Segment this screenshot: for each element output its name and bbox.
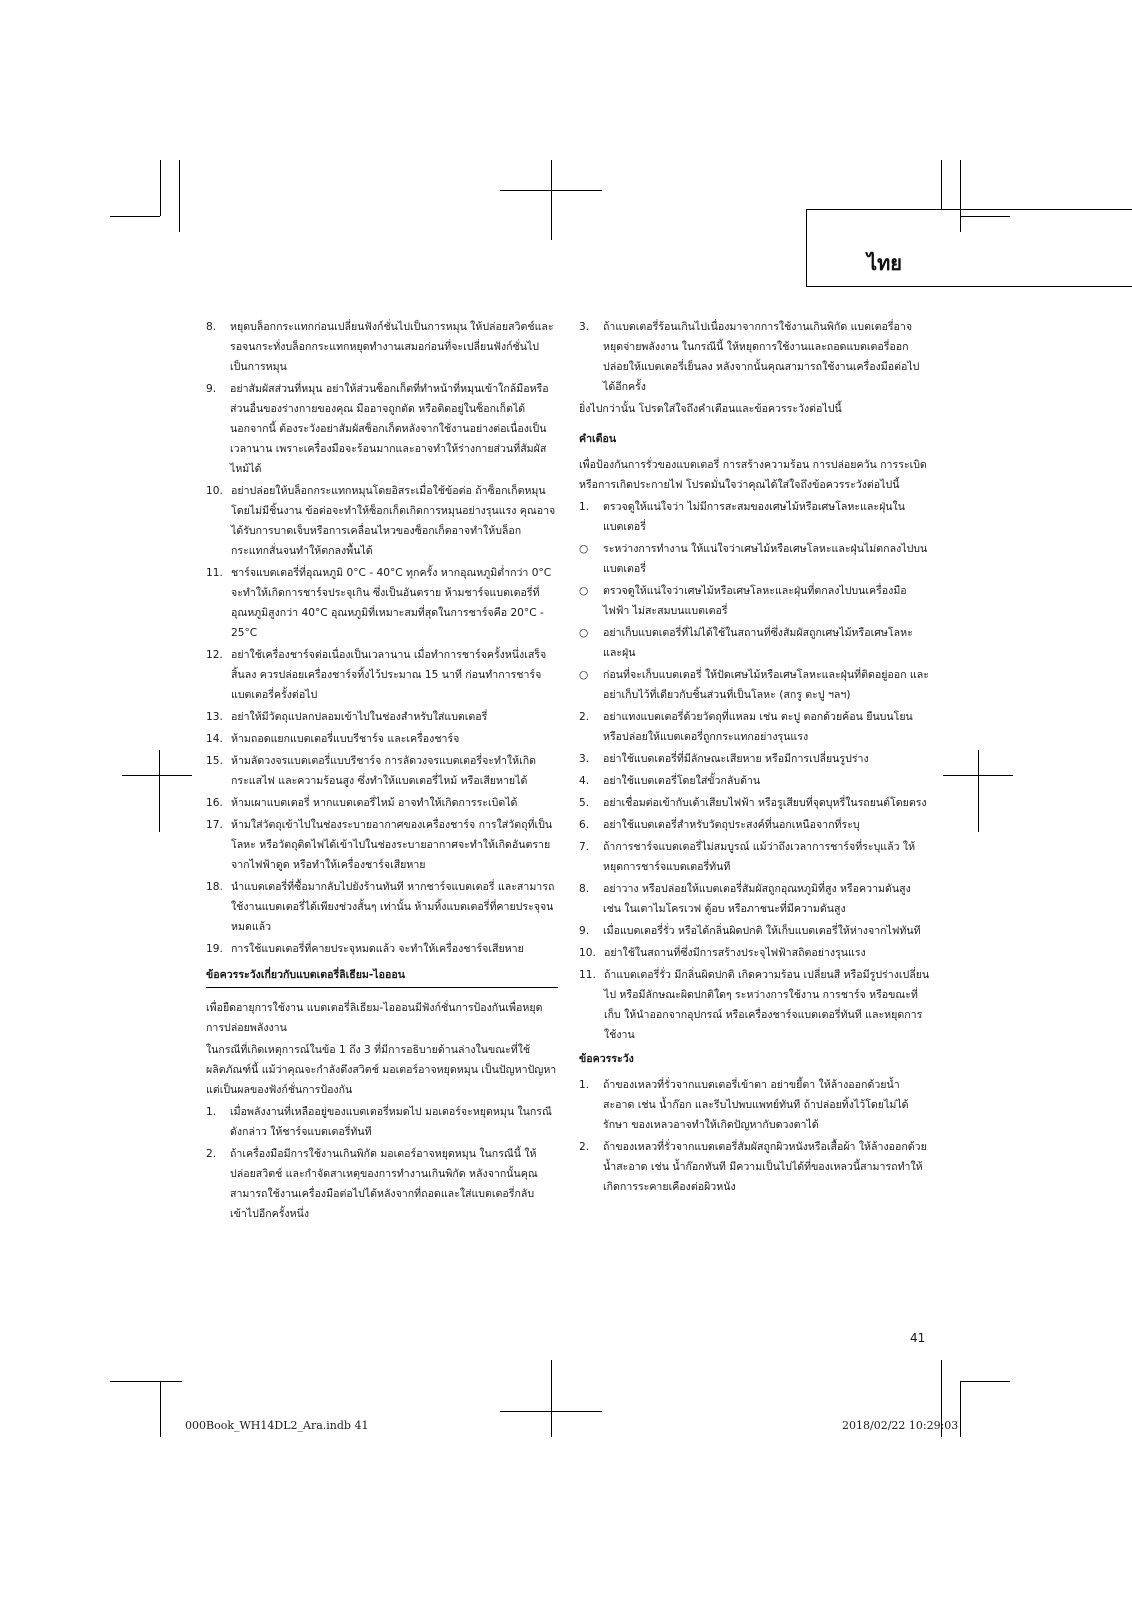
footer-datetime: 2018/02/22 10:29:03: [842, 1419, 959, 1432]
crop-mark: [160, 1381, 161, 1437]
list-item: 11. ชาร์จแบตเตอรี่ที่อุณหภูมิ 0°C - 40°C ทุกครั้ง หากอุณหภูมิต่ำกว่า 0°C จะทำให้เกิดการชาร์จประจุเกิน ซึ่งเป็นอันตราย ห้ามชาร์จแบตเตอรี่ที่อุณหภูมิสูงกว่า 40°C อุณหภูมิที่เหมาะสมที่สุดในการชาร์จคือ 20°C - 25°C: [206, 567, 552, 639]
list-item: ○ ระหว่างการทำงาน ให้แน่ใจว่าเศษไม้หรือเศษโลหะและฝุ่นไม่ตกลงไปบนแบตเตอรี่: [579, 543, 928, 575]
list-item: 10. อย่าปล่อยให้บล็อกกระแทกหมุนโดยอิสระเมื่อใช้ข้อต่อ ถ้าซ็อกเก็ตหมุนโดยไม่มีชิ้นงาน ข้อต่อจะทำให้ซ็อกเก็ตเกิดการหมุนอย่างรุนแรง คุณอาจได้รับการบาดเจ็บหรือการเคลื่อนไหวของซ็อกเก็ตอาจทำให้บล็อกกระแทกสั่นจนทำให้ตกลงพื้นได้: [206, 485, 556, 557]
list-item: ○ ก่อนที่จะเก็บแบตเตอรี่ ให้ปัดเศษไม้หรือเศษโลหะและฝุ่นที่ติดอยู่ออก และอย่าเก็บไว้ที่เดียวกับชิ้นส่วนที่เป็นโลหะ (สกรู ตะปู ฯลฯ): [579, 669, 929, 701]
list-item: 7. ถ้าการชาร์จแบตเตอรี่ไม่สมบูรณ์ แม้ว่าถึงเวลาการชาร์จที่ระบุแล้ว ให้หยุดการชาร์จแบตเตอรี่ทันที: [579, 841, 916, 873]
list-item: 3. อย่าใช้แบตเตอรี่ที่มีลักษณะเสียหาย หรือมีการเปลี่ยนรูปร่าง: [579, 753, 869, 765]
list-item: 1. ถ้าของเหลวที่รั่วจากแบตเตอรี่เข้าตา อย่าขยี้ตา ให้ล้างออกด้วยน้ำสะอาด เช่น น้ำก๊อก และรีบไปพบแพทย์ทันที ถ้าปล่อยทิ้งไว้โดยไม่ได้รักษา ของเหลวอาจทำให้เกิดปัญหากับดวงตาได้: [579, 1079, 909, 1131]
language-tab: [806, 209, 1132, 287]
crop-mark: [978, 750, 979, 832]
paragraph: เพื่อป้องกันการรั่วของแบตเตอรี่ การสร้างความร้อน การปล่อยควัน การระเบิด หรือการเกิดประกายไฟ โปรดมั่นใจว่าคุณได้ใส่ใจถึงข้อควรระวังต่อไปนี้: [579, 459, 927, 491]
list-item: 9. อย่าสัมผัสส่วนที่หมุน อย่าให้ส่วนซ็อกเก็ตที่ทำหน้าที่หมุนเข้าใกล้มือหรือส่วนอื่นของร่างกายของคุณ มืออาจถูกตัด หรือติดอยู่ในซ็อกเก็ตได้ นอกจากนี้ ต้องระวังอย่าสัมผัสซ็อกเก็ตหลังจากใช้งานอย่างต่อเนื่องเป็นเวลานาน เพราะเครื่องมือจะร้อนมากและอาจทำให้ร่างกายส่วนที่สัมผัสไหม้ได้: [206, 383, 549, 475]
crop-mark: [160, 160, 161, 216]
list-item: 10. อย่าใช้ในสถานที่ซึ่งมีการสร้างประจุไฟฟ้าสถิตอย่างรุนแรง: [579, 947, 866, 959]
paragraph: ในกรณีที่เกิดเหตุการณ์ในข้อ 1 ถึง 3 ที่มีการอธิบายด้านล่างในขณะที่ใช้ผลิตภัณฑ์นี้ แม้ว่าคุณจะกำลังดึงสวิตช์ มอเตอร์อาจหยุดหมุน เป็นปัญหาปัญหา แต่เป็นผลของฟังก์ชั่นการป้องกัน: [206, 1044, 557, 1096]
crop-mark: [122, 775, 192, 776]
list-item: 12. อย่าใช้เครื่องชาร์จต่อเนื่องเป็นเวลานาน เมื่อทำการชาร์จครั้งหนึ่งเสร็จสิ้นลง ควรปล่อยเครื่องชาร์จทิ้งไว้ประมาณ 15 นาที ก่อนทำการชาร์จแบตเตอรี่ครั้งต่อไป: [206, 649, 547, 701]
caution-title: ข้อควรระวัง: [579, 1053, 634, 1065]
left-column: [206, 317, 558, 1226]
crop-mark: [941, 160, 942, 210]
list-item: 2. อย่าแทงแบตเตอรี่ด้วยวัตถุที่แหลม เช่น ตะปู ตอกด้วยค้อน ยืนบนโยน หรือปล่อยให้แบตเตอรี่ถูกกระแทกอย่างรุนแรง: [579, 711, 913, 743]
list-item: 2. ถ้าเครื่องมือมีการใช้งานเกินพิกัด มอเตอร์อาจหยุดหมุน ในกรณีนี้ ให้ปล่อยสวิตช์ และกำจัดสาเหตุของการทำงานเกินพิกัด หลังจากนั้นคุณสามารถใช้งานเครื่องมือต่อไปได้หลังจากที่ถอดและใส่แบตเตอรี่กลับเข้าไปอีกครั้งหนึ่ง: [206, 1148, 538, 1220]
list-item: 2. ถ้าของเหลวที่รั่วจากแบตเตอรี่สัมผัสถูกผิวหนังหรือเสื้อผ้า ให้ล้างออกด้วยน้ำสะอาด เช่น น้ำก๊อกทันที มีความเป็นไปได้ที่ของเหลวนี้สามารถทำให้เกิดการระคายเคืองต่อผิวหนัง: [579, 1141, 927, 1193]
list-item: 5. อย่าเชื่อมต่อเข้ากับเต้าเสียบไฟฟ้า หรือรูเสียบที่จุดบุหรี่ในรถยนต์โดยตรง: [579, 797, 927, 809]
crop-mark: [960, 1381, 1010, 1382]
list-item: ○ ตรวจดูให้แน่ใจว่าเศษไม้หรือเศษโลหะและฝุ่นที่ตกลงไปบนเครื่องมือไฟฟ้า ไม่สะสมบนแบตเตอรี่: [579, 585, 907, 617]
page-number: 41: [910, 1331, 926, 1345]
list-item: 1. ตรวจดูให้แน่ใจว่า ไม่มีการสะสมของเศษไม้หรือเศษโลหะและฝุ่นในแบตเตอรี่: [579, 501, 905, 533]
crop-mark: [960, 1381, 961, 1437]
section-title: ข้อควรระวังเกี่ยวกับแบตเตอรี่ลิเธียม-ไอออน: [206, 965, 558, 988]
warning-title: คำเตือน: [579, 433, 617, 445]
list-item: 18. นำแบตเตอรี่ที่ซื้อมากลับไปยังร้านทันที หากชาร์จแบตเตอรี่ และสามารถใช้งานแบตเตอรี่ได้เพียงช่วงสั้นๆ เท่านั้น ห้ามทิ้งแบตเตอรี่ที่คายประจุจนหมดแล้ว: [206, 881, 555, 933]
crop-mark: [551, 160, 552, 240]
list-item: 11. ถ้าแบตเตอรี่รั่ว มีกลิ่นผิดปกติ เกิดความร้อน เปลี่ยนสี หรือมีรูปร่างเปลี่ยนไป หรือมีลักษณะผิดปกติใดๆ ระหว่างการใช้งาน การชาร์จ หรือขณะที่เก็บ ให้นำออกจากอุปกรณ์ หรือเครื่องชาร์จแบตเตอรี่ทันที และหยุดการใช้งาน: [579, 969, 930, 1041]
crop-mark: [159, 750, 160, 832]
crop-mark: [551, 1360, 552, 1437]
list-item: 14. ห้ามถอดแยกแบตเตอรี่แบบรีชาร์จ และเครื่องชาร์จ: [206, 733, 460, 745]
list-item: ○ อย่าเก็บแบตเตอรี่ที่ไม่ได้ใช้ในสถานที่ซึ่งสัมผัสถูกเศษไม้หรือเศษโลหะและฝุ่น: [579, 627, 913, 659]
list-item: 15. ห้ามลัดวงจรแบตเตอรี่แบบรีชาร์จ การลัดวงจรแบตเตอรี่จะทำให้เกิดกระแสไฟ และความร้อนสูง ซึ่งทำให้แบตเตอรี่ไหม้ หรือเสียหายได้: [206, 755, 536, 787]
list-item: 6. อย่าใช้แบตเตอรี่สำหรับวัตถุประสงค์ที่นอกเหนือจากที่ระบุ: [579, 819, 860, 831]
paragraph: ยิ่งไปกว่านั้น โปรดใส่ใจถึงคำเตือนและข้อควรระวังต่อไปนี้: [579, 403, 842, 415]
list-item: 16. ห้ามเผาแบตเตอรี่ หากแบตเตอรี่ไหม้ อาจทำให้เกิดการระเบิดได้: [206, 797, 518, 809]
crop-mark: [110, 216, 160, 217]
list-item: 4. อย่าใช้แบตเตอรี่โดยใส่ขั้วกลับด้าน: [579, 775, 761, 787]
list-item: 9. เมื่อแบตเตอรี่รั่ว หรือได้กลิ่นผิดปกติ ให้เก็บแบตเตอรี่ให้ห่างจากไฟทันที: [579, 925, 921, 937]
right-column: [579, 317, 930, 1199]
language-label: ไทย: [867, 251, 902, 275]
list-item: 1. เมื่อพลังงานที่เหลืออยู่ของแบตเตอรี่หมดไป มอเตอร์จะหยุดหมุน ในกรณีดังกล่าว ให้ชาร์จแบตเตอรี่ทันที: [206, 1106, 552, 1138]
list-item: 8. หยุดบล็อกกระแทกก่อนเปลี่ยนฟังก์ชั่นไปเป็นการหมุน ให้ปล่อยสวิตช์และรอจนกระทั่งบล็อกกระแทกหยุดทำงานเสมอก่อนที่จะเปลี่ยนฟังก์ชั่นไปเป็นการหมุน: [206, 321, 554, 373]
list-item: 13. อย่าให้มีวัตถุแปลกปลอมเข้าไปในช่องสำหรับใส่แบตเตอรี่: [206, 711, 488, 723]
footer-file: 000Book_WH14DL2_Ara.indb 41: [185, 1419, 369, 1432]
list-item: 8. อย่าวาง หรือปล่อยให้แบตเตอรี่สัมผัสถูกอุณหภูมิที่สูง หรือความดันสูง เช่น ในเตาไมโครเวฟ ตู้อบ หรือภาชนะที่มีความดันสูง: [579, 883, 911, 915]
list-item: 19. การใช้แบตเตอรี่ที่คายประจุหมดแล้ว จะทำให้เครื่องชาร์จเสียหาย: [206, 943, 524, 955]
crop-mark: [110, 1381, 182, 1382]
crop-mark: [179, 160, 180, 232]
list-item: 3. ถ้าแบตเตอรี่ร้อนเกินไปเนื่องมาจากการใช้งานเกินพิกัด แบตเตอรี่อาจหยุดจ่ายพลังงาน ในกรณีนี้ ให้หยุดการใช้งานและถอดแบตเตอรี่ออก ปล่อยให้แบตเตอรี่เย็นลง หลังจากนั้นคุณสามารถใช้งานเครื่องมือต่อไปได้อีกครั้ง: [579, 321, 920, 393]
paragraph: เพื่อยืดอายุการใช้งาน แบตเตอรี่ลิเธียม-ไอออนมีฟังก์ชั่นการป้องกันเพื่อหยุดการปล่อยพลังงาน: [206, 1002, 543, 1034]
list-item: 17. ห้ามใส่วัตถุเข้าไปในช่องระบายอากาศของเครื่องชาร์จ การใส่วัตถุที่เป็นโลหะ หรือวัตถุติดไฟได้เข้าไปในช่องระบายอากาศจะทำให้เกิดอันตรายจากไฟฟ้าดูด หรือทำให้เครื่องชาร์จเสียหาย: [206, 819, 553, 871]
